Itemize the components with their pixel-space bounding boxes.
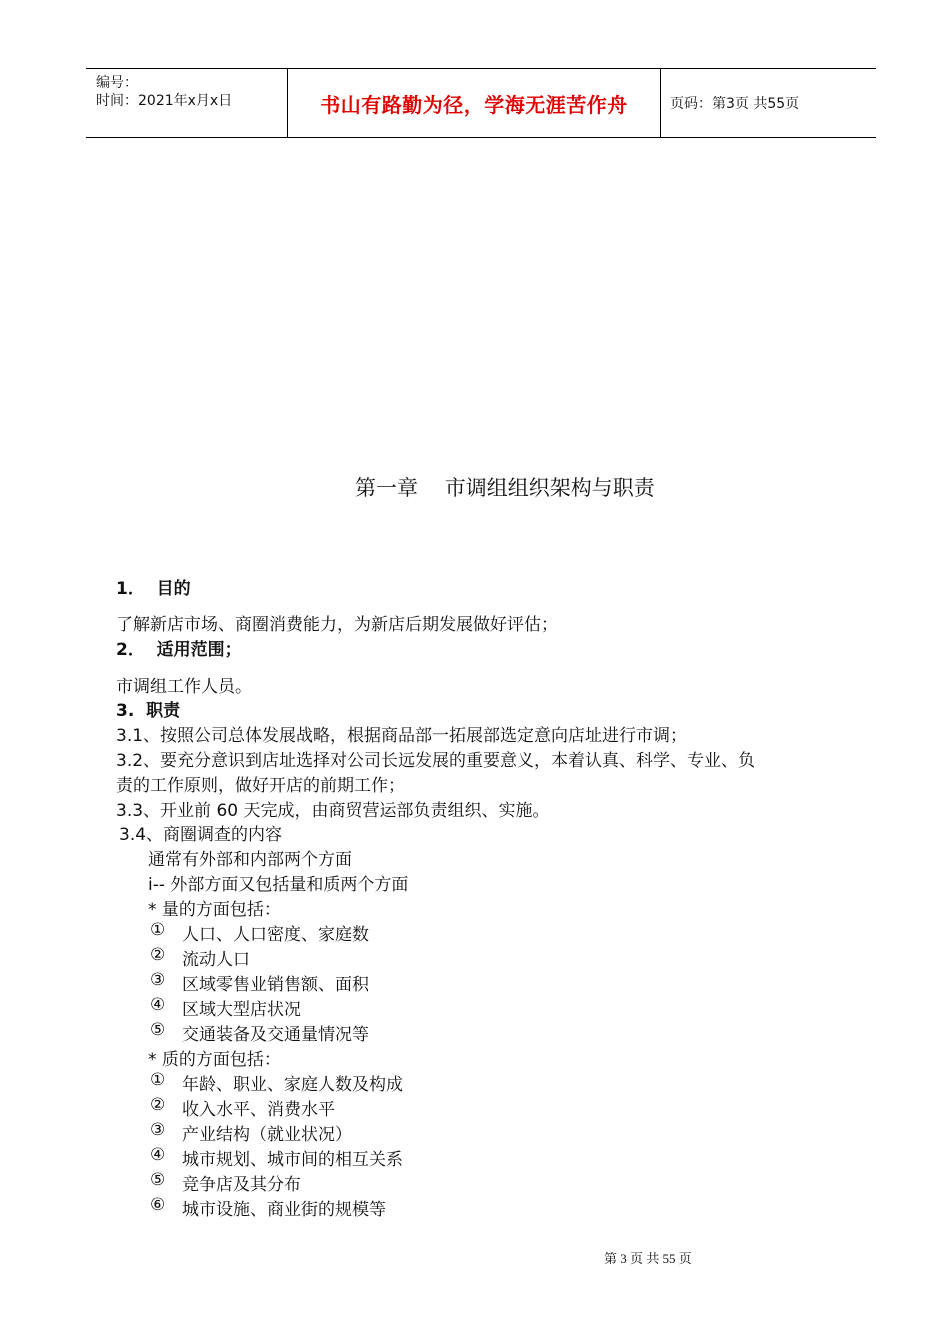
section-2-text: 市调组工作人员。	[116, 677, 252, 697]
intro-line-1: 通常有外部和内部两个方面	[148, 850, 352, 870]
item-marker: ⑤	[150, 1170, 166, 1190]
number-label: 编号：	[96, 75, 138, 91]
item-marker: ③	[150, 970, 166, 990]
item-marker: ②	[150, 945, 166, 965]
intro-line-2: i-- 外部方面又包括量和质两个方面	[148, 875, 409, 895]
item-text: 产业结构（就业状况）	[182, 1125, 352, 1145]
item-text: 人口、人口密度、家庭数	[182, 925, 369, 945]
section-3-3: 3.3、开业前 60 天完成，由商贸营运部负责组织、实施。	[116, 801, 550, 821]
item-marker: ④	[150, 995, 166, 1015]
item-text: 年龄、职业、家庭人数及构成	[182, 1075, 403, 1095]
item-marker: ④	[150, 1145, 166, 1165]
header-meta	[86, 69, 286, 137]
section-3-2-line2: 责的工作原则，做好开店的前期工作；	[116, 776, 405, 796]
time-label: 时间：2021年x月x日	[96, 93, 233, 109]
header-page-label: 页码：第3页 共55页	[670, 96, 800, 112]
item-text: 区域大型店状况	[182, 1000, 301, 1020]
item-marker: ①	[150, 1070, 166, 1090]
item-marker: ③	[150, 1120, 166, 1140]
item-text: 交通装备及交通量情况等	[182, 1025, 369, 1045]
item-marker: ①	[150, 920, 166, 940]
item-text: 城市设施、商业街的规模等	[182, 1200, 386, 1220]
item-text: 城市规划、城市间的相互关系	[182, 1150, 403, 1170]
header-motto: 书山有路勤为径，学海无涯苦作舟	[287, 69, 661, 137]
section-3-title: 3. 职责	[116, 701, 181, 721]
section-3-4: 3.4、商圈调查的内容	[119, 825, 283, 845]
item-text: 竞争店及其分布	[182, 1175, 301, 1195]
item-text: 区域零售业销售额、面积	[182, 975, 369, 995]
chapter-title: 第一章 市调组组织架构与职责	[355, 476, 655, 500]
item-text: 收入水平、消费水平	[182, 1100, 335, 1120]
item-text: 流动人口	[182, 950, 250, 970]
quality-title: * 质的方面包括：	[148, 1050, 281, 1070]
section-2-title: 2． 适用范围；	[116, 640, 242, 660]
page-footer: 第 3 页 共 55 页	[604, 1251, 692, 1266]
item-marker: ⑤	[150, 1020, 166, 1040]
item-marker: ⑥	[150, 1195, 166, 1215]
item-marker: ②	[150, 1095, 166, 1115]
quantity-title: * 量的方面包括：	[148, 900, 281, 920]
section-3-2-line1: 3.2、要充分意识到店址选择对公司长远发展的重要意义，本着认真、科学、专业、负	[116, 751, 756, 771]
section-3-1: 3.1、按照公司总体发展战略，根据商品部一拓展部选定意向店址进行市调；	[116, 726, 688, 746]
section-1-title: 1． 目的	[116, 579, 191, 599]
page-header	[86, 68, 876, 138]
section-1-text: 了解新店市场、商圈消费能力，为新店后期发展做好评估；	[116, 615, 558, 635]
